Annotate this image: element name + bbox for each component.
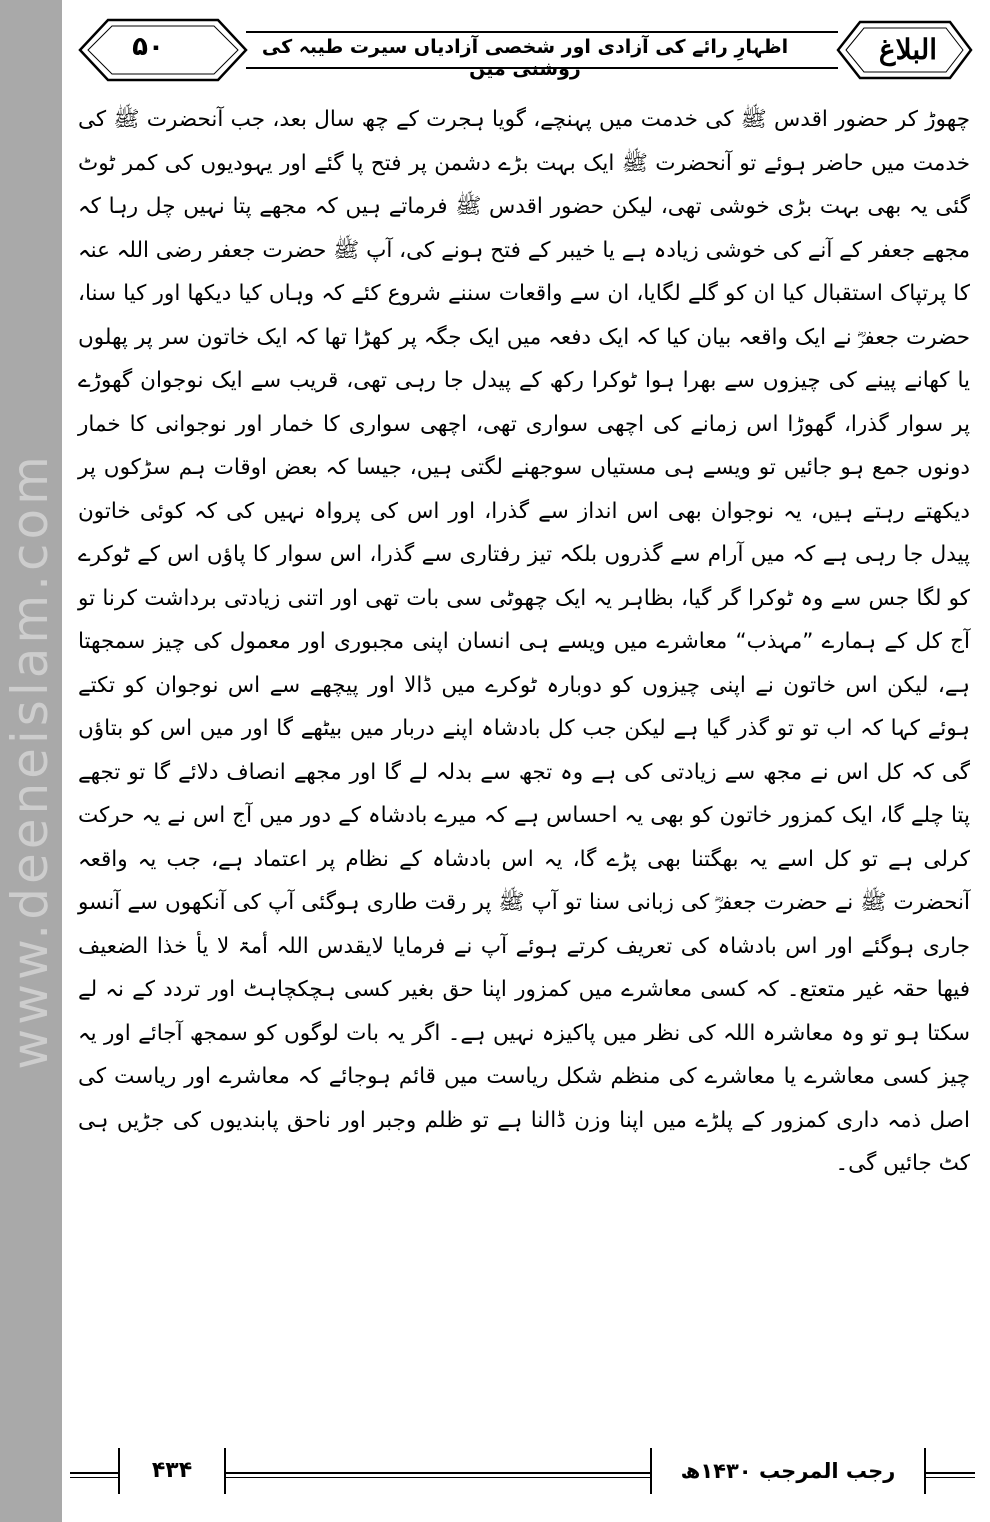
watermark-band — [0, 0, 62, 1522]
footer-issue-date: رجب المرجب ۱۴۳۰ھ — [650, 1448, 926, 1494]
article-body — [78, 98, 970, 1186]
magazine-logo: البلاغ — [878, 33, 938, 66]
footer-page-number: ۴۳۴ — [118, 1448, 226, 1494]
page-number: ۵۰ — [132, 32, 164, 62]
article-paragraph: چھوڑ کر حضور اقدس ﷺ کی خدمت میں پہنچے، گویا ہجرت کے چھ سال بعد، جب آنحضرت ﷺ کی خدمت میں حاضر ہوئے تو آنحضرت ﷺ ایک بہت بڑے دشمن پر فتح پا گئے اور یہودیوں کی کمر ٹوٹ گئی یہ بھی بہت بڑی خوشی تھی، لیکن حضور اقدس ﷺ فرماتے ہیں کہ مجھے پتا نہیں چل رہا کہ مجھے جعفر کے آنے کی خوشی زیادہ ہے یا خیبر کے فتح ہونے کی، آپ ﷺ حضرت جعفر رضی اللہ عنہ کا پرتپاک استقبال کیا ان کو گلے لگایا، ان سے واقعات سننے شروع کئے کہ وہاں کیا دیکھا اور کیا سنا، حضرت جعفرؓ نے ایک واقعہ بیان کیا کہ ایک دفعہ میں ایک جگہ پر کھڑا تھا کہ ایک خاتون سر پر پھلوں یا کھانے پینے کی چیزوں سے بھرا ہوا ٹوکرا رکھ کے پیدل جا رہی تھی، قریب سے ایک نوجوان گھوڑے پر سوار گذرا، گھوڑا اس زمانے کی اچھی سواری تھی، اچھی سواری کا خمار اور نوجوانی کا خمار دونوں جمع ہو جائیں تو ویسے ہی مستیاں سوجھنے لگتی ہیں، جیسا کہ بعض اوقات ہم سڑکوں پر دیکھتے رہتے ہیں، یہ نوجوان بھی اس انداز سے گذرا، اور اس کی پرواہ نہیں کی کہ کوئی خاتون پیدل جا رہی ہے کہ میں آرام سے گذروں بلکہ تیز رفتاری سے گذرا، اس سوار کا پاؤں اس کے ٹوکرے کو لگا جس سے وہ ٹوکرا گر گیا، بظاہر یہ ایک چھوٹی سی بات تھی اور اتنی زیادتی برداشت کرنا تو آج کل کے ہمارے ”مہذب“ معاشرے میں ویسے ہی انسان اپنی مجبوری اور معمول کی چیز سمجھتا ہے، لیکن اس خاتون نے اپنی چیزوں کو دوبارہ ٹوکرے میں ڈالا اور پیچھے سے اس نوجوان کو تکتے ہوئے کہا کہ اب تو تو گذر گیا ہے لیکن جب کل بادشاہ اپنے دربار میں بیٹھے گا اور میں اس کو بتاؤں گی کہ کل اس نے مجھ سے زیادتی کی ہے وہ تجھ سے بدلہ لے گا اور مجھے انصاف دلائے گا تو تجھے پتا چلے گا، ایک کمزور خاتون کو بھی یہ احساس ہے کہ میرے بادشاہ کے دور میں آج اس نے یہ حرکت کرلی ہے تو کل اسے یہ بھگتنا بھی پڑے گا، یہ اس بادشاہ کے نظام پر اعتماد ہے، جب یہ واقعہ آنحضرت ﷺ نے حضرت جعفرؓ کی زبانی سنا تو آپ ﷺ پر رقت طاری ہوگئی آپ کی آنکھوں سے آنسو جاری ہوگئے اور اس بادشاہ کی تعریف کرتے ہوئے آپ نے فرمایا لایقدس اللہ أمۃ لا یأ خذا الضعیف فیھا حقہ غیر متعتع۔ کہ کسی معاشرے میں کمزور اپنا حق بغیر کسی ہچکچاہٹ اور تردد کے نہ لے سکتا ہو تو وہ معاشرہ اللہ کی نظر میں پاکیزہ نہیں ہے۔ اگر یہ بات لوگوں کو سمجھ آجائے اور یہ چیز کسی معاشرے یا معاشرے کی منظم شکل ریاست میں قائم ہوجائے کہ معاشرے اور ریاست کی اصل ذمہ داری کمزور کے پلڑے میں اپنا وزن ڈالنا ہے تو ظلم وجبر اور ناحق پابندیوں کی جڑیں ہی کٹ جائیں گی۔ — [77, 107, 970, 1176]
watermark-text: www.deeneislam.com — [1, 452, 59, 1070]
running-title: اظہارِ رائے کی آزادی اور شخصی آزادیاں سیرت طیبہ کی روشنی میں — [261, 36, 789, 80]
